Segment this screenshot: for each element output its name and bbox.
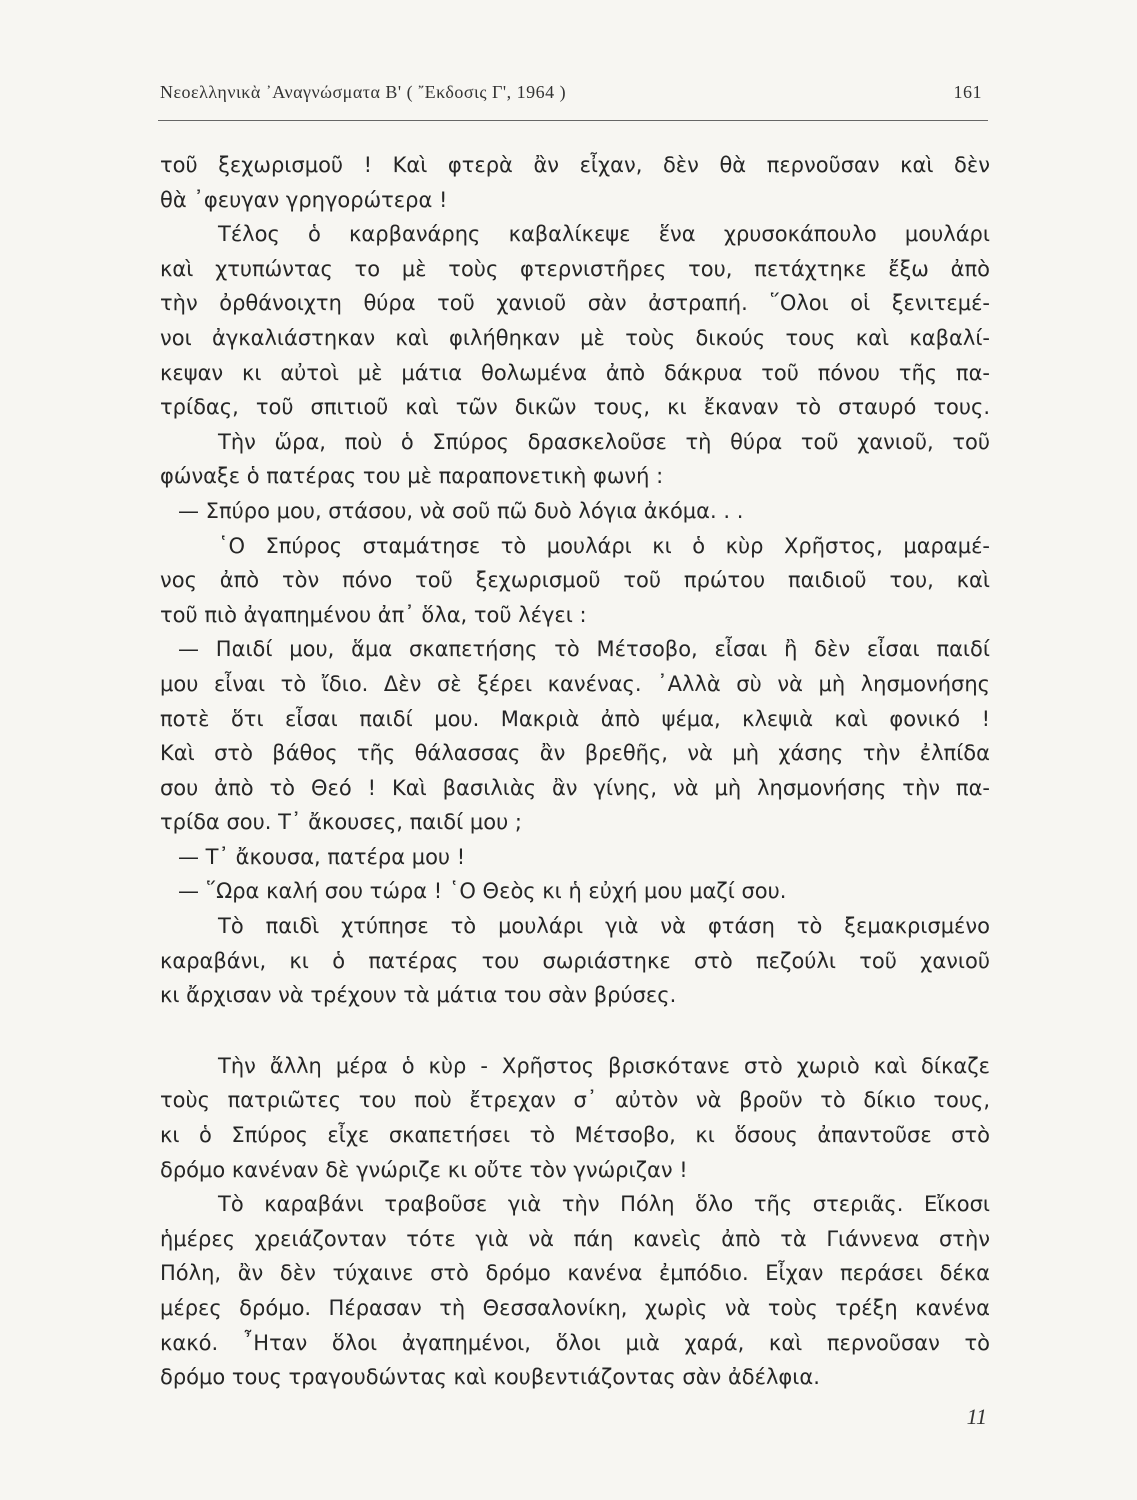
text-line: τοῦ πιὸ ἀγαπημένου ἀπ᾽ ὅλα, τοῦ λέγει : [160, 602, 587, 627]
text-line: τοῦ ξεχωρισμοῦ ! Καὶ φτερὰ ἂν εἶχαν, δὲν θὰ περνοῦσαν καὶ δὲν [160, 153, 990, 177]
text-line: θὰ ᾽φευγαν γρηγορώτερα ! [160, 187, 448, 212]
signature-mark: 11 [966, 1404, 987, 1429]
text-line: νος ἀπὸ τὸν πόνο τοῦ ξεχωρισμοῦ τοῦ πρώτου παιδιοῦ του, καὶ [160, 568, 990, 593]
text-line: ποτὲ ὅτι εἶσαι παιδί μου. Μακριὰ ἀπὸ ψέμα, κλεψιὰ καὶ φονικό ! [160, 706, 990, 731]
dialogue-line: — Σπύρο μου, στάσου, νὰ σοῦ πῶ δυὸ λόγια ἀκόμα. . . [178, 498, 744, 523]
header-rule [158, 120, 988, 121]
text-line: φώναξε ὁ πατέρας του μὲ παραπονετικὴ φωνή : [160, 464, 664, 489]
page-number: 161 [953, 82, 982, 102]
text-line: κι ἄρχισαν νὰ τρέχουν τὰ μάτια του σὰν βρύσες. [160, 983, 677, 1008]
text-line: ῾Ο Σπύρος σταμάτησε τὸ μουλάρι κι ὁ κὺρ Χρῆστος, μαραμέ- [218, 533, 990, 558]
text-line: κι ὁ Σπύρος εἶχε σκαπετήσει τὸ Μέτσοβο, κι ὅσους ἀπαντοῦσε στὸ [160, 1123, 990, 1148]
text-line: μου εἶναι τὸ ἴδιο. Δὲν σὲ ξέρει κανένας. ᾽Αλλὰ σὺ νὰ μὴ λησμονήσης [160, 671, 990, 696]
text-line: κακό. ῏Ηταν ὅλοι ἀγαπημένοι, ὅλοι μιὰ χαρά, καὶ περνοῦσαν τὸ [160, 1330, 990, 1355]
text-line: τρίδας, τοῦ σπιτιοῦ καὶ τῶν δικῶν τους, κι ἔκαναν τὸ σταυρό τους. [160, 395, 990, 420]
dialogue-line: — Παιδί μου, ἅμα σκαπετήσης τὸ Μέτσοβο, εἶσαι ἢ δὲν εἶσαι παιδί [178, 637, 990, 662]
text-line: τρίδα σου. Τ᾽ ἄκουσες, παιδί μου ; [160, 810, 522, 835]
text-line: κεψαν κι αὐτοὶ μὲ μάτια θολωμένα ἀπὸ δάκρυα τοῦ πόνου τῆς πα- [160, 360, 990, 385]
dialogue-line: — ῞Ωρα καλή σου τώρα ! ῾Ο Θεὸς κι ἡ εὐχή μου μαζί σου. [178, 879, 787, 904]
text-line: τοὺς πατριῶτες του ποὺ ἔτρεχαν σ᾽ αὐτὸν νὰ βροῦν τὸ δίκιο τους, [160, 1088, 990, 1113]
text-line: μέρες δρόμο. Πέρασαν τὴ Θεσσαλονίκη, χωρὶς νὰ τοὺς τρέξη κανένα [160, 1296, 990, 1320]
body-text [160, 148, 990, 1395]
running-header [160, 82, 990, 103]
text-line: Τὸ παιδὶ χτύπησε τὸ μουλάρι γιὰ νὰ φτάση τὸ ξεμακρισμένο [218, 914, 990, 939]
text-line: Τέλος ὁ καρβανάρης καβαλίκεψε ἕνα χρυσοκάπουλο μουλάρι [218, 222, 990, 247]
running-title: Νεοελληνικὰ ᾽Αναγνώσματα Β' ( ῎Εκδοσις Γ', 1964 ) [160, 82, 567, 102]
text-line: καραβάνι, κι ὁ πατέρας του σωριάστηκε στὸ πεζούλι τοῦ χανιοῦ [160, 948, 990, 973]
text-line: ἡμέρες χρειάζονταν τότε γιὰ νὰ πάη κανεὶς ἀπὸ τὰ Γιάννενα στὴν [160, 1226, 990, 1251]
text-line: Τὴν ἄλλη μέρα ὁ κὺρ - Χρῆστος βρισκότανε στὸ χωριὸ καὶ δίκαζε [218, 1053, 990, 1078]
text-line: Τὸ καραβάνι τραβοῦσε γιὰ τὴν Πόλη ὅλο τῆς στεριᾶς. Εἴκοσι [218, 1192, 990, 1217]
text-line: Καὶ στὸ βάθος τῆς θάλασσας ἂν βρεθῆς, νὰ μὴ χάσης τὴν ἐλπίδα [160, 741, 990, 766]
text-line: δρόμο κανέναν δὲ γνώριζε κι οὔτε τὸν γνώριζαν ! [160, 1157, 688, 1182]
text-line: σου ἀπὸ τὸ Θεό ! Καὶ βασιλιὰς ἂν γίνης, νὰ μὴ λησμονήσης τὴν πα- [160, 775, 990, 800]
dialogue-line: — Τ᾽ ἄκουσα, πατέρα μου ! [178, 844, 466, 869]
section-break [160, 1013, 990, 1049]
text-line: τὴν ὀρθάνοιχτη θύρα τοῦ χανιοῦ σὰν ἀστραπή. ῞Ολοι οἱ ξενιτεμέ- [160, 291, 990, 316]
text-line: δρόμο τους τραγουδώντας καὶ κουβεντιάζοντας σὰν ἀδέλφια. [160, 1365, 820, 1390]
text-line: καὶ χτυπώντας το μὲ τοὺς φτερνιστῆρες του, πετάχτηκε ἔξω ἀπὸ [160, 256, 990, 281]
text-line: νοι ἀγκαλιάστηκαν καὶ φιλήθηκαν μὲ τοὺς δικούς τους καὶ καβαλί- [160, 325, 990, 350]
text-line: Τὴν ὥρα, ποὺ ὁ Σπύρος δρασκελοῦσε τὴ θύρα τοῦ χανιοῦ, τοῦ [218, 429, 990, 454]
text-line: Πόλη, ἂν δὲν τύχαινε στὸ δρόμο κανένα ἐμπόδιο. Εἶχαν περάσει δέκα [160, 1261, 990, 1286]
